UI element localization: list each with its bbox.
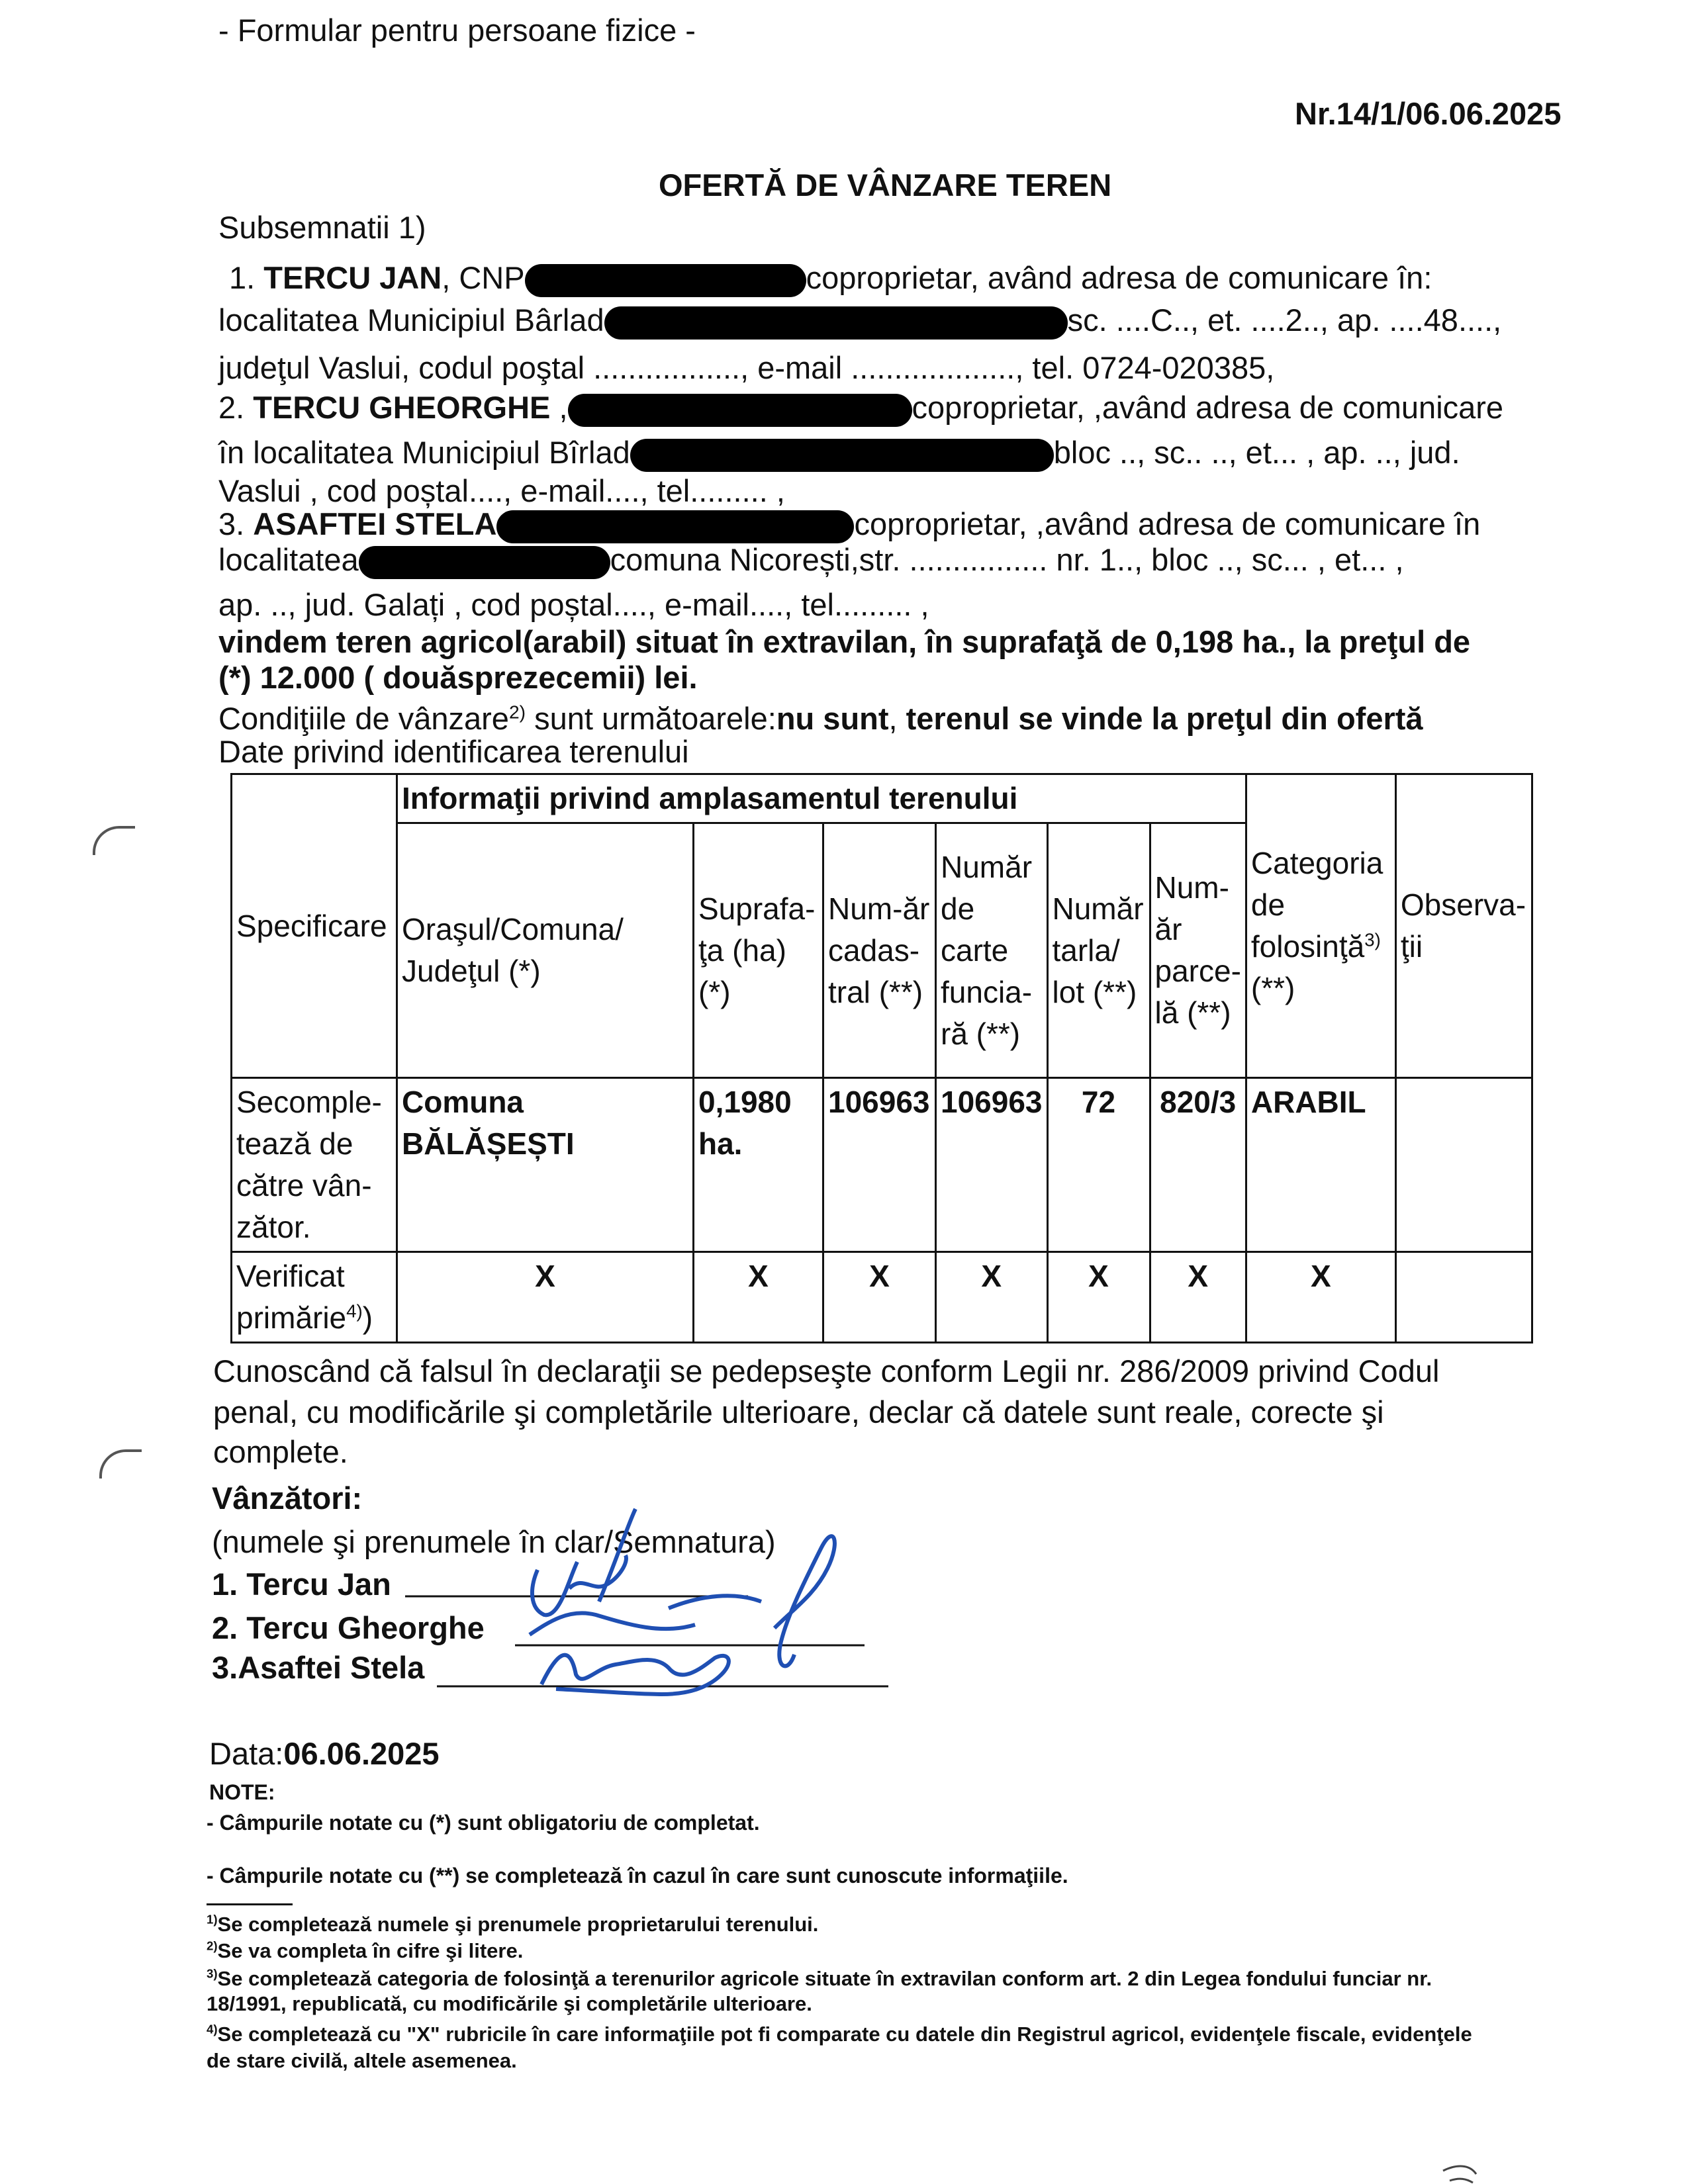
owner-2-line-3: Vaslui , cod poștal...., e-mail...., tel......... ,: [218, 473, 785, 508]
footnote-2: [207, 1939, 523, 1963]
footnote-3-text: Se completează categoria de folosinţă a terenurilor agricole situate în extravilan conform art. 2 din Legea fondului funciar nr.: [217, 1967, 1432, 1990]
footnote-1: [207, 1913, 818, 1936]
cell-parcela: 820/3: [1150, 1078, 1246, 1252]
footnote-ref: 3): [1364, 929, 1381, 950]
offer-line-1: vindem teren agricol(arabil) situat în extravilan, în suprafaţă de 0,198 ha., la preţul de: [218, 624, 1471, 659]
verified-label: Verificat primărie: [236, 1259, 347, 1335]
owner-3-name: ASAFTEI STELA: [253, 506, 497, 541]
owner-1-cnp-label: , CNP: [442, 260, 525, 295]
conditions-price-note: terenul se vinde la preţul din ofertă: [906, 701, 1423, 736]
footnote-4: [207, 2023, 1472, 2046]
signature-1: [532, 1509, 635, 1615]
header-tarla: Număr tarla/ lot (**): [1047, 823, 1150, 1078]
header-oras: Oraşul/Comuna/ Judeţul (*): [397, 823, 694, 1078]
signature-3: [541, 1655, 729, 1694]
cell-suprafata: 0,1980 ha.: [694, 1078, 823, 1252]
verified-label-tail: ): [362, 1300, 373, 1335]
header-location-group: Informaţii privind amplasamentul terenului: [397, 774, 1246, 823]
owner-3-prefix: 3.: [218, 506, 254, 541]
conditions-value: nu sunt: [776, 701, 889, 736]
header-observatii: Observa- ţii: [1395, 774, 1532, 1078]
date-value: 06.06.2025: [283, 1736, 440, 1771]
cell-x-mark: X: [1246, 1252, 1395, 1343]
seller-2-name: 2. Tercu Gheorghe: [212, 1610, 485, 1645]
footnote-marker: 3): [207, 1966, 218, 1981]
cell-x-mark: X: [1150, 1252, 1246, 1343]
header-carte-funciara: Număr de carte funcia- ră (**): [936, 823, 1048, 1078]
footnote-2-text: Se va completa în cifre şi litere.: [217, 1939, 524, 1962]
cell-x-mark: X: [694, 1252, 823, 1343]
owner-2-address-tail: bloc .., sc.. .., et... , ap. .., jud.: [1053, 435, 1460, 470]
footnote-3: [207, 1967, 1432, 1991]
footnote-4-cont: de stare civilă, altele asemenea.: [207, 2049, 517, 2072]
conditions-text: sunt următoarele:: [526, 701, 776, 736]
cell-x-mark: X: [823, 1252, 936, 1343]
page-corner-mark: [1443, 2166, 1476, 2183]
signature-2: [530, 1536, 835, 1666]
header-category-text: Categoria de folosinţă: [1250, 846, 1383, 964]
date-line: [209, 1738, 440, 1769]
seller-1-name: 1. Tercu Jan: [212, 1567, 391, 1602]
cell-tarla: 72: [1047, 1078, 1150, 1252]
conditions-separator: ,: [888, 701, 906, 736]
declaration-line-3: complete.: [213, 1434, 348, 1469]
offer-line-2: (*) 12.000 ( douăsprezecemii) lei.: [218, 660, 698, 695]
owner-3-locality: localitatea: [218, 542, 359, 577]
declaration-line-1: Cunoscând că falsul în declaraţii se pedepseşte conform Legii nr. 286/2009 privind Codul: [213, 1353, 1440, 1388]
declaration-line-2: penal, cu modificările şi completările ulterioare, declar că datele sunt reale, corecte şi: [213, 1394, 1384, 1430]
owner-1-line-3: judeţul Vaslui, codul poştal ................., e-mail ..................., tel. 0724-020385,: [218, 350, 1275, 385]
row-label-seller: Secomple- tează de către vân- zător.: [232, 1078, 397, 1252]
header-specificare: Specificare: [232, 774, 397, 1078]
cell-category: ARABIL: [1246, 1078, 1395, 1252]
owner-2-role: coproprietar, ,având adresa de comunicare: [912, 390, 1504, 425]
form-type-label: - Formular pentru persoane fizice -: [218, 13, 696, 48]
cell-cadastral: 106963: [823, 1078, 936, 1252]
document-title: OFERTĂ DE VÂNZARE TEREN: [659, 167, 1112, 203]
note-2: - Câmpurile notate cu (**) se completează în cazul în care sunt cunoscute informaţiile.: [207, 1864, 1068, 1888]
note-1: - Câmpurile notate cu (*) sunt obligatoriu de completat.: [207, 1811, 760, 1835]
owner-1-role: coproprietar, având adresa de comunicare în:: [806, 260, 1432, 295]
intro-text: Subsemnatii 1): [218, 210, 426, 245]
owner-2-separator: ,: [550, 390, 568, 425]
cell-x-mark: X: [397, 1252, 694, 1343]
footnote-marker: 2): [207, 1938, 218, 1953]
footnote-ref: 2): [508, 701, 526, 723]
owner-1-address-tail: sc. ....C.., et. ....2.., ap. ....48....,: [1067, 302, 1502, 338]
conditions-label: Condiţiile de vânzare: [218, 701, 509, 736]
owner-1-locality: localitatea Municipiul Bârlad: [218, 302, 604, 338]
date-label: Data:: [209, 1736, 284, 1771]
owner-1-prefix: 1.: [229, 260, 264, 295]
owner-3-role: coproprietar, ,având adresa de comunicare în: [854, 506, 1481, 541]
owner-2-name: TERCU GHEORGHE: [253, 390, 551, 425]
seller-3-name: 3.Asaftei Stela: [212, 1650, 425, 1685]
header-parcela: Num- ăr parce- lă (**): [1150, 823, 1246, 1078]
footnote-1-text: Se completează numele şi prenumele proprietarului terenului.: [217, 1913, 819, 1936]
footnote-3-cont: 18/1991, republicată, cu modificările şi completările ulterioare.: [207, 1992, 812, 2015]
cell-oras: Comuna BĂLĂȘEȘTI: [397, 1078, 694, 1252]
sellers-subtitle: (numele şi prenumele în clar/Semnatura): [212, 1524, 776, 1559]
header-category-tail: (**): [1250, 971, 1295, 1005]
header-suprafata: Suprafa- ţa (ha) (*): [694, 823, 823, 1078]
footnote-marker: 1): [207, 1912, 218, 1927]
owner-3-line-3: ap. .., jud. Galați , cod poștal...., e-mail...., tel......... ,: [218, 587, 929, 622]
footnote-marker: 4): [207, 2022, 218, 2036]
owner-3-address-tail: comuna Nicorești,str. ................ nr. 1.., bloc .., sc... , et... ,: [610, 542, 1404, 577]
sellers-title: Vânzători:: [212, 1480, 363, 1516]
footnote-ref: 4): [346, 1300, 363, 1322]
document-number: Nr.14/1/06.06.2025: [1295, 96, 1562, 131]
footnote-4-text: Se completează cu "X" rubricile în care informaţiile pot fi comparate cu datele din Registrul agricol, evidenţele fiscale, evidenţele: [217, 2023, 1472, 2046]
cell-x-mark: X: [936, 1252, 1048, 1343]
table-title: Date privind identificarea terenului: [218, 734, 689, 769]
cell-x-mark: X: [1047, 1252, 1150, 1343]
footnote-divider: [207, 1903, 293, 1905]
cell-carte-funciara: 106963: [936, 1078, 1048, 1252]
notes-title: NOTE:: [209, 1780, 275, 1804]
owner-2-prefix: 2.: [218, 390, 254, 425]
owner-2-locality: în localitatea Municipiul Bîrlad: [218, 435, 630, 470]
header-cadastral: Num-ăr cadas- tral (**): [823, 823, 936, 1078]
owner-1-name: TERCU JAN: [263, 260, 442, 295]
